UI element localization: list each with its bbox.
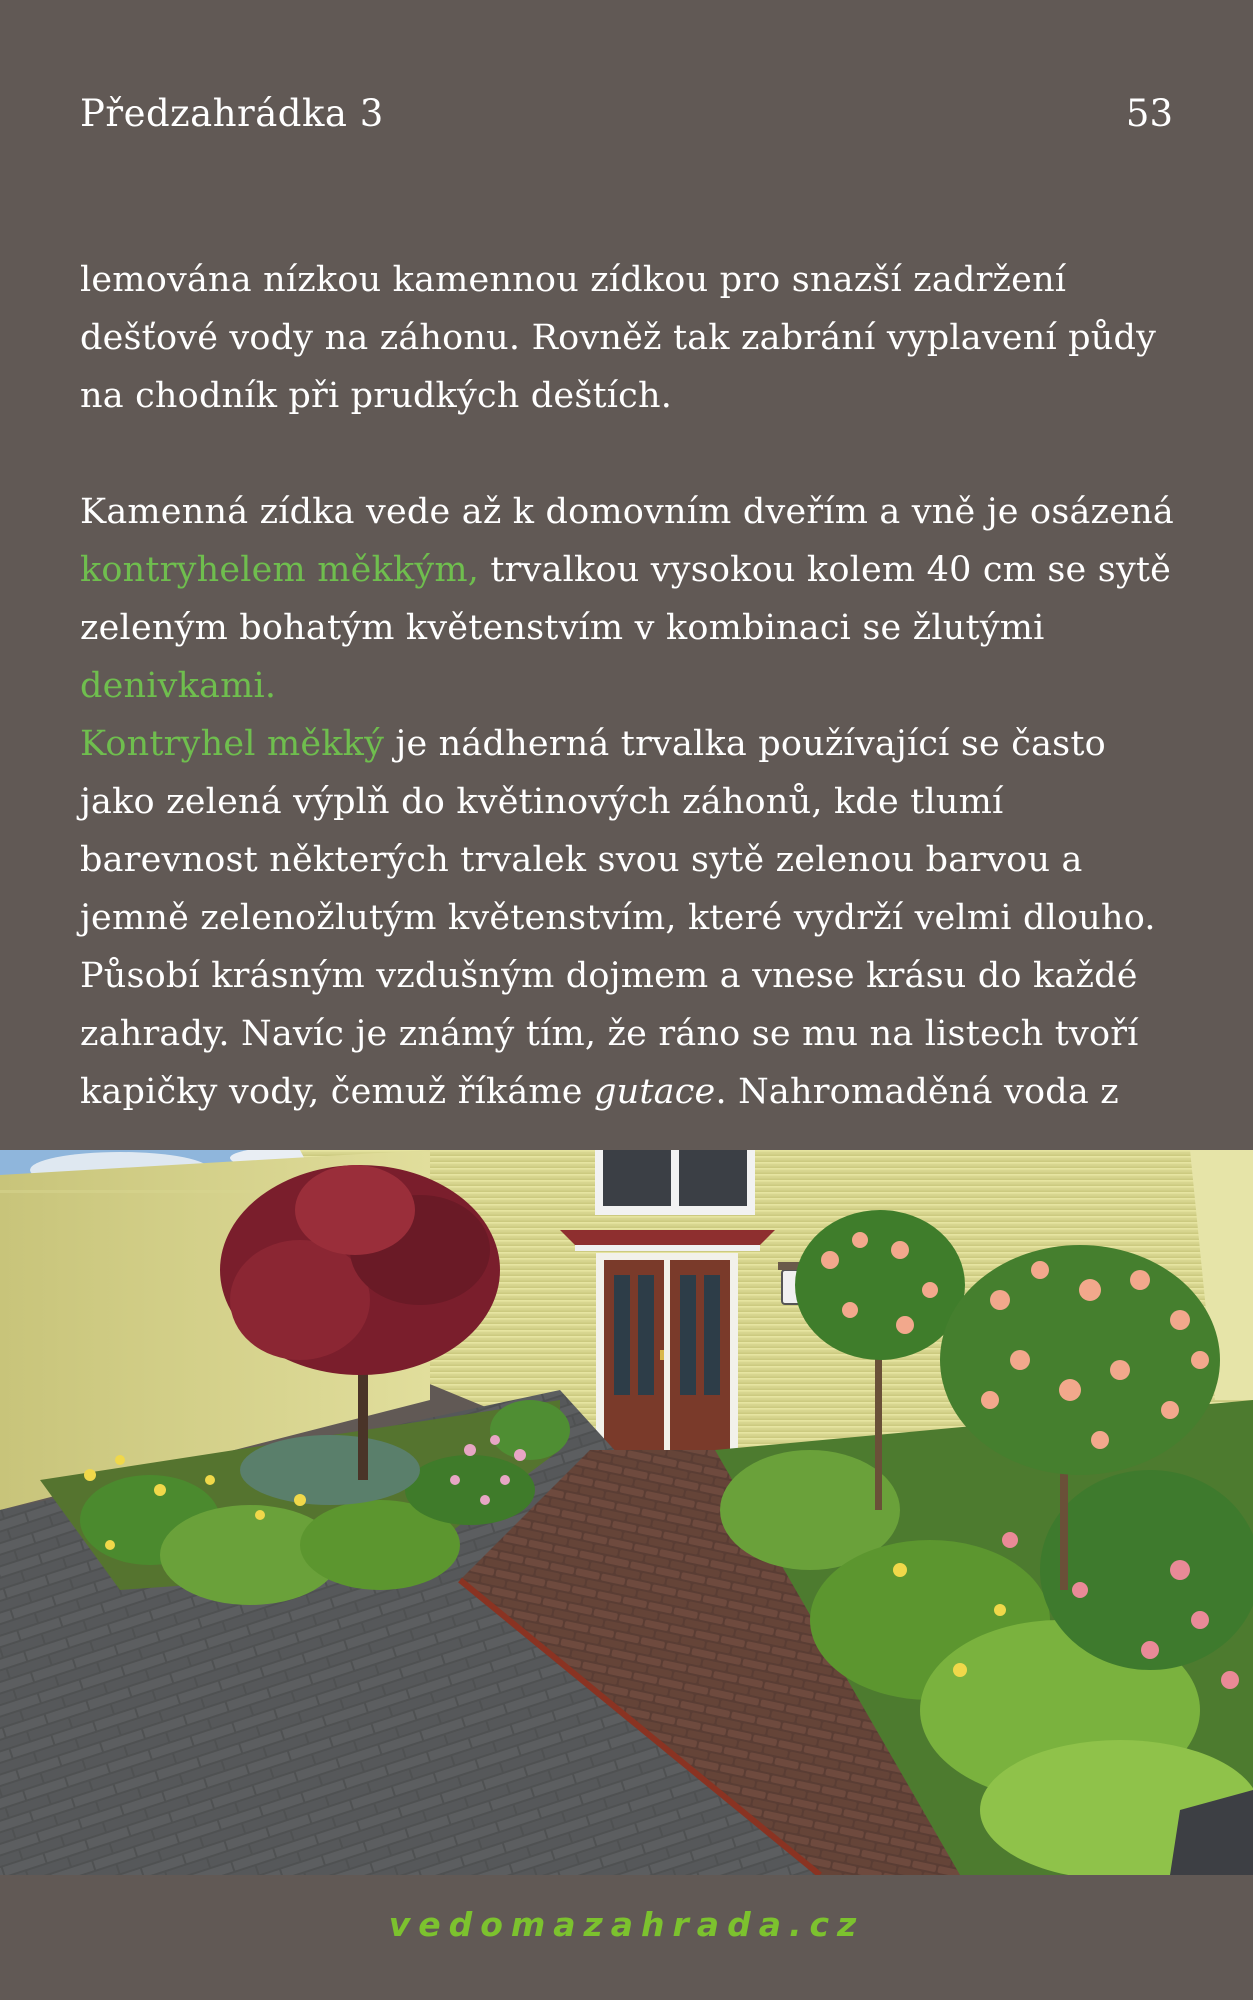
plant-link-kontryhel[interactable]: kontryhelem měkkým, <box>80 550 480 590</box>
paragraph-3 <box>80 715 1190 1121</box>
page-number: 53 <box>1125 92 1173 135</box>
page-header <box>0 0 1253 240</box>
paragraph-2 <box>80 483 1190 715</box>
plant-link-kontryhel-mekky[interactable]: Kontryhel měkký <box>80 724 385 764</box>
website-footer[interactable]: vedomazahrada.cz <box>388 1905 865 1944</box>
paragraph-gap <box>80 425 1190 483</box>
paragraph-3-text-a: je nádherná trvalka používající se často jako zelená výplň do květinových záhonů, kde tlumí barevnost některých trvalek svou sytě zelenou barvou a jemně zelenožlutým květenstvím, které vydrží velmi dlouho. Působí krásným vzdušným dojmem a vnese krásu do každé zahrady. Navíc je známý tím, že ráno se mu na listech tvoří kapičky vody, čemuž říkáme <box>80 724 1156 1112</box>
body-text <box>80 251 1190 1121</box>
paragraph-1: lemována nízkou kamennou zídkou pro snazší zadržení dešťové vody na záhonu. Rovněž tak zabrání vyplavení půdy na chodník při prudkých deštích. <box>80 260 1157 416</box>
term-gutace: gutace <box>594 1072 716 1112</box>
paragraph-3-text-b: . Nahromaděná voda z <box>715 1072 1119 1112</box>
paragraph-2-text-b: trvalkou vysokou kolem 40 cm se sytě zeleným bohatým květenstvím v kombinaci se žlutými <box>80 550 1172 648</box>
garden-visualization-image <box>0 1150 1253 1875</box>
paragraph-2-text-a: Kamenná zídka vede až k domovním dveřím a vně je osázená <box>80 492 1174 532</box>
plant-link-denivky[interactable]: denivkami. <box>80 666 277 706</box>
chapter-title: Předzahrádka 3 <box>80 92 384 135</box>
